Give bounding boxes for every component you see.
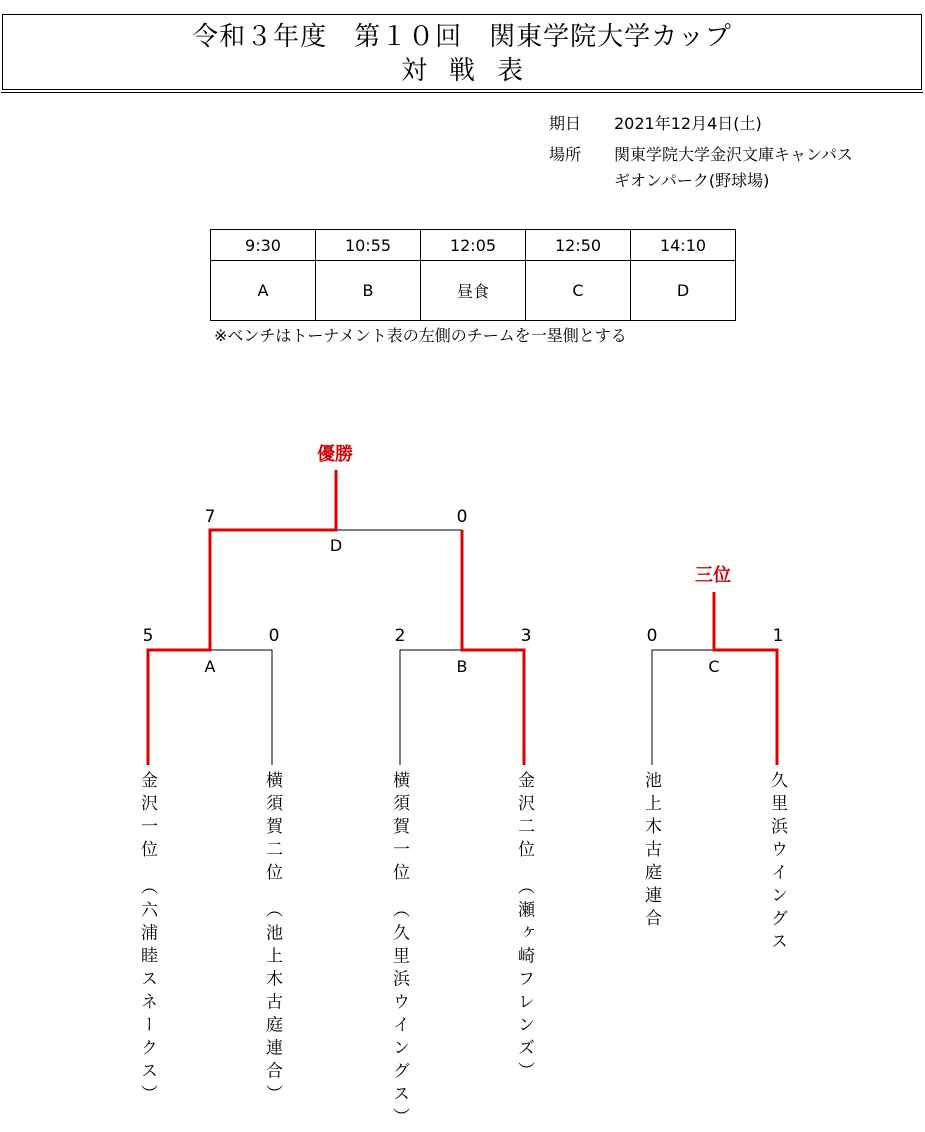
schedule-time: 14:10 — [631, 230, 736, 261]
bracket-win-c — [714, 592, 777, 765]
page-title: 令和３年度 第１０回 関東学院大学カップ — [192, 22, 732, 52]
venue-value: 関東学院大学金沢文庫キャンパス — [614, 145, 853, 164]
team-name: 久里浜ウイングス — [767, 771, 787, 955]
team-name: 金沢一位 （六浦睦スネークス） — [137, 771, 157, 1108]
date-label: 期日 — [549, 114, 582, 133]
score-b-left: 2 — [394, 626, 406, 646]
schedule-game: A — [211, 261, 316, 321]
bracket-win-a — [148, 470, 336, 765]
page-subtitle: 対戦表 — [400, 56, 545, 86]
team-name: 横須賀二位 （池上木古庭連合） — [262, 771, 282, 1108]
schedule-game: D — [631, 261, 736, 321]
schedule-game: B — [316, 261, 421, 321]
team-name: 池上木古庭連合 — [641, 771, 661, 932]
score-final-right: 0 — [456, 507, 468, 527]
schedule-time: 12:05 — [421, 230, 526, 261]
venue-value-sub: ギオンパーク(野球場) — [614, 171, 770, 190]
match-label-c: C — [708, 657, 720, 676]
score-final-left: 7 — [204, 507, 216, 527]
team-name: 横須賀一位 （久里浜ウイングス） — [389, 771, 409, 1131]
match-label-final: D — [329, 536, 343, 555]
bracket-win-b — [462, 530, 524, 765]
match-label-a: A — [204, 657, 216, 676]
team-name: 金沢二位 （瀬ヶ崎フレンズ） — [514, 771, 534, 1085]
match-label-b: B — [456, 657, 468, 676]
schedule-time: 9:30 — [211, 230, 316, 261]
third-place-label: 三位 — [695, 565, 731, 586]
schedule-time: 12:50 — [526, 230, 631, 261]
score-a-right: 0 — [268, 626, 280, 646]
schedule-game: C — [526, 261, 631, 321]
champion-label: 優勝 — [317, 444, 353, 465]
score-a-left: 5 — [142, 626, 154, 646]
date-value: 2021年12月4日(土) — [614, 114, 762, 133]
schedule-time: 10:55 — [316, 230, 421, 261]
venue-label: 場所 — [549, 145, 582, 164]
score-c-left: 0 — [646, 626, 658, 646]
score-b-right: 3 — [520, 626, 532, 646]
schedule-game: 昼食 — [421, 261, 526, 321]
bench-note: ※ベンチはトーナメント表の左側のチームを一塁側とする — [214, 326, 627, 345]
score-c-right: 1 — [772, 626, 784, 646]
